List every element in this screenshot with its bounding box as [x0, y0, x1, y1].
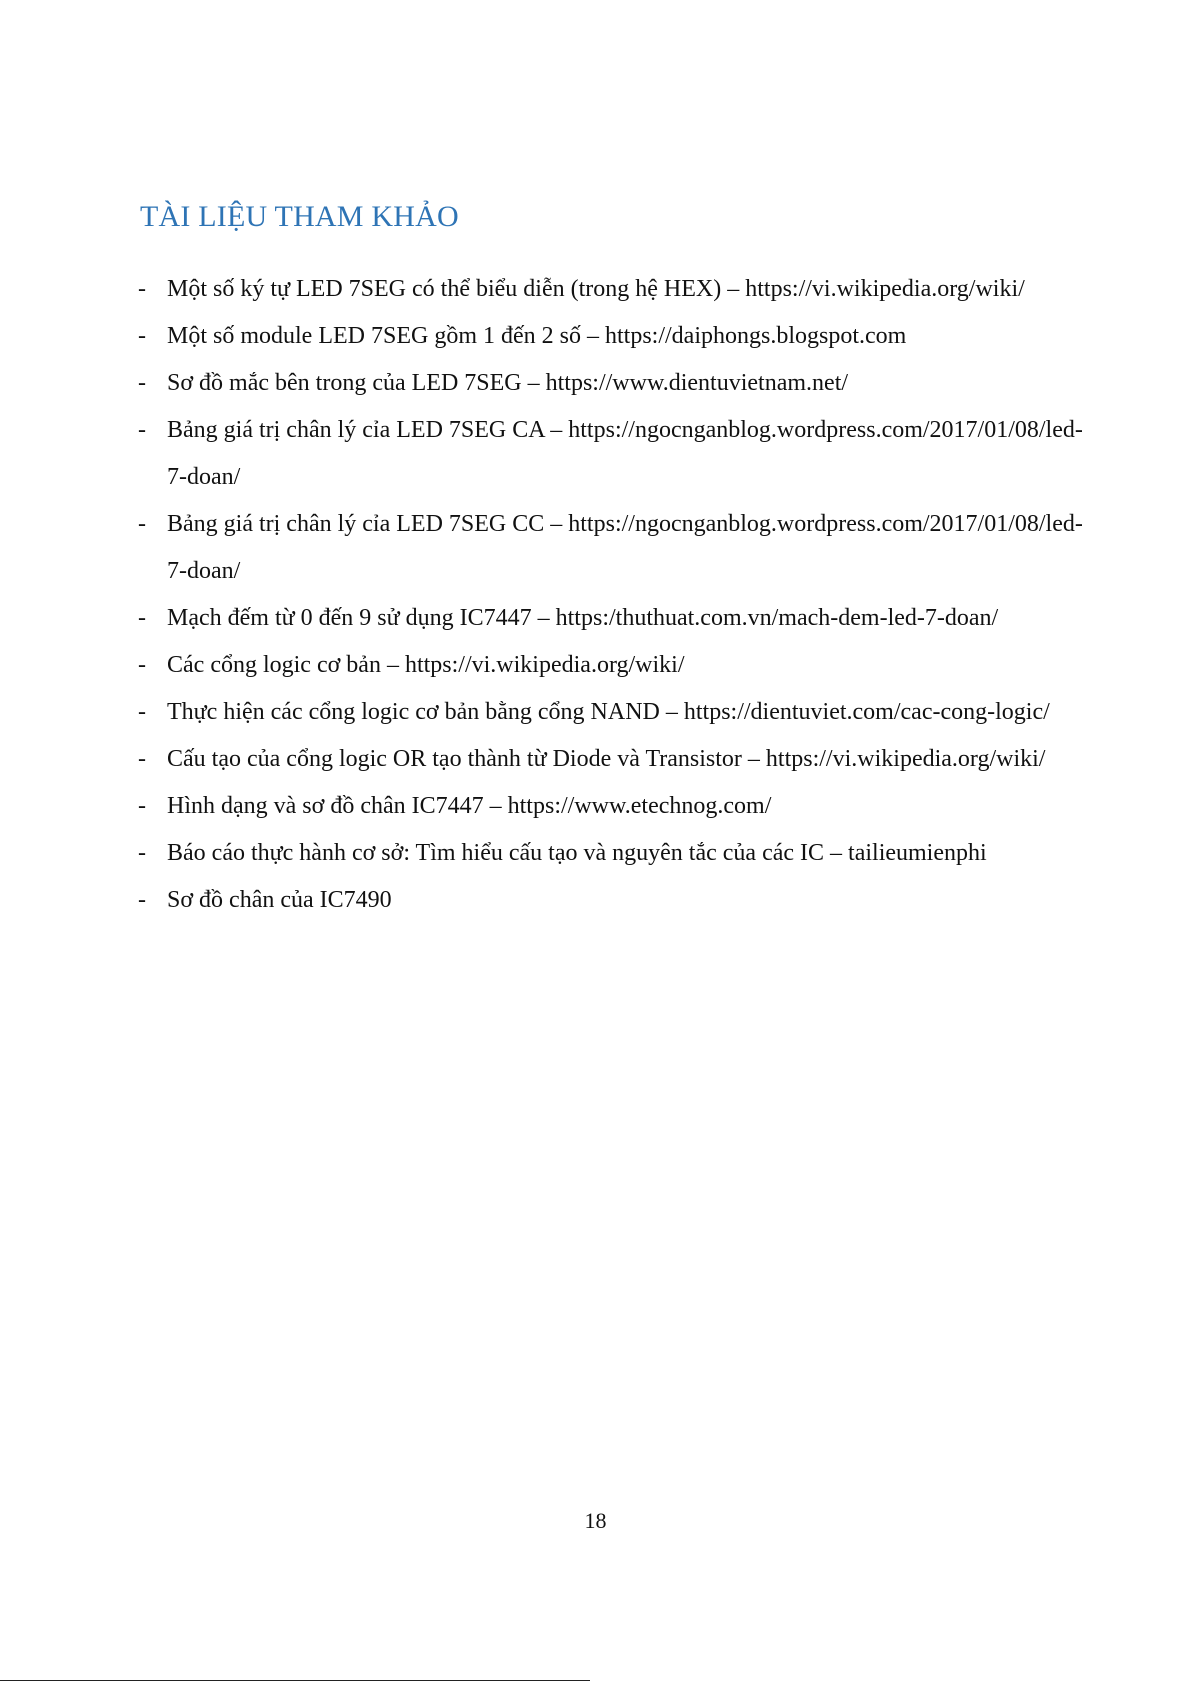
list-bullet: - — [138, 699, 146, 725]
reference-text: Thực hiện các cổng logic cơ bản bằng cổng NAND – https://dientuviet.com/cac-cong-logic/ — [167, 699, 1050, 725]
reference-text: Mạch đếm từ 0 đến 9 sử dụng IC7447 – https:/thuthuat.com.vn/mach-dem-led-7-doan/ — [167, 605, 999, 631]
list-bullet: - — [138, 276, 146, 302]
page-heading: TÀI LIỆU THAM KHẢO — [140, 200, 459, 233]
reference-item — [138, 360, 1098, 407]
reference-text: Bảng giá trị chân lý cỉa LED 7SEG CC – https://ngocnganblog.wordpress.com/2017/01/08/led-7-doan/ — [167, 511, 1083, 584]
reference-text: Các cổng logic cơ bản – https://vi.wikipedia.org/wiki/ — [167, 652, 685, 678]
reference-text: Cấu tạo của cổng logic OR tạo thành từ Diode và Transistor – https://vi.wikipedia.org/wiki/ — [167, 746, 1046, 772]
reference-text: Sơ đồ chân của IC7490 — [167, 887, 392, 913]
list-bullet: - — [138, 840, 146, 866]
reference-item — [138, 266, 1098, 313]
list-bullet: - — [138, 370, 146, 396]
reference-text: Một số module LED 7SEG gồm 1 đến 2 số – https://daiphongs.blogspot.com — [167, 323, 907, 349]
reference-item — [138, 501, 1098, 595]
reference-text: Một số ký tự LED 7SEG có thể biểu diễn (trong hệ HEX) – https://vi.wikipedia.org/wiki/ — [167, 276, 1025, 302]
list-bullet: - — [138, 511, 146, 537]
reference-text: Sơ đồ mắc bên trong của LED 7SEG – https://www.dientuvietnam.net/ — [167, 370, 849, 396]
reference-item — [138, 783, 1098, 830]
reference-text: Báo cáo thực hành cơ sở: Tìm hiểu cấu tạo và nguyên tắc của các IC – tailieumienphi — [167, 840, 987, 866]
reference-text: Bảng giá trị chân lý cỉa LED 7SEG CA – https://ngocnganblog.wordpress.com/2017/01/08/led-7-doan/ — [167, 417, 1083, 490]
reference-item — [138, 877, 1098, 924]
reference-list — [138, 266, 1098, 924]
list-bullet: - — [138, 793, 146, 819]
list-bullet: - — [138, 323, 146, 349]
reference-item — [138, 736, 1098, 783]
reference-item — [138, 407, 1098, 501]
reference-item — [138, 642, 1098, 689]
reference-text: Hình dạng và sơ đồ chân IC7447 – https://www.etechnog.com/ — [167, 793, 772, 819]
reference-item — [138, 689, 1098, 736]
reference-item — [138, 595, 1098, 642]
reference-item — [138, 313, 1098, 360]
list-bullet: - — [138, 417, 146, 443]
list-bullet: - — [138, 605, 146, 631]
list-bullet: - — [138, 652, 146, 678]
list-bullet: - — [138, 887, 146, 913]
reference-item — [138, 830, 1098, 877]
list-bullet: - — [138, 746, 146, 772]
footer-divider — [0, 1680, 590, 1681]
page-number: 18 — [584, 1508, 607, 1533]
